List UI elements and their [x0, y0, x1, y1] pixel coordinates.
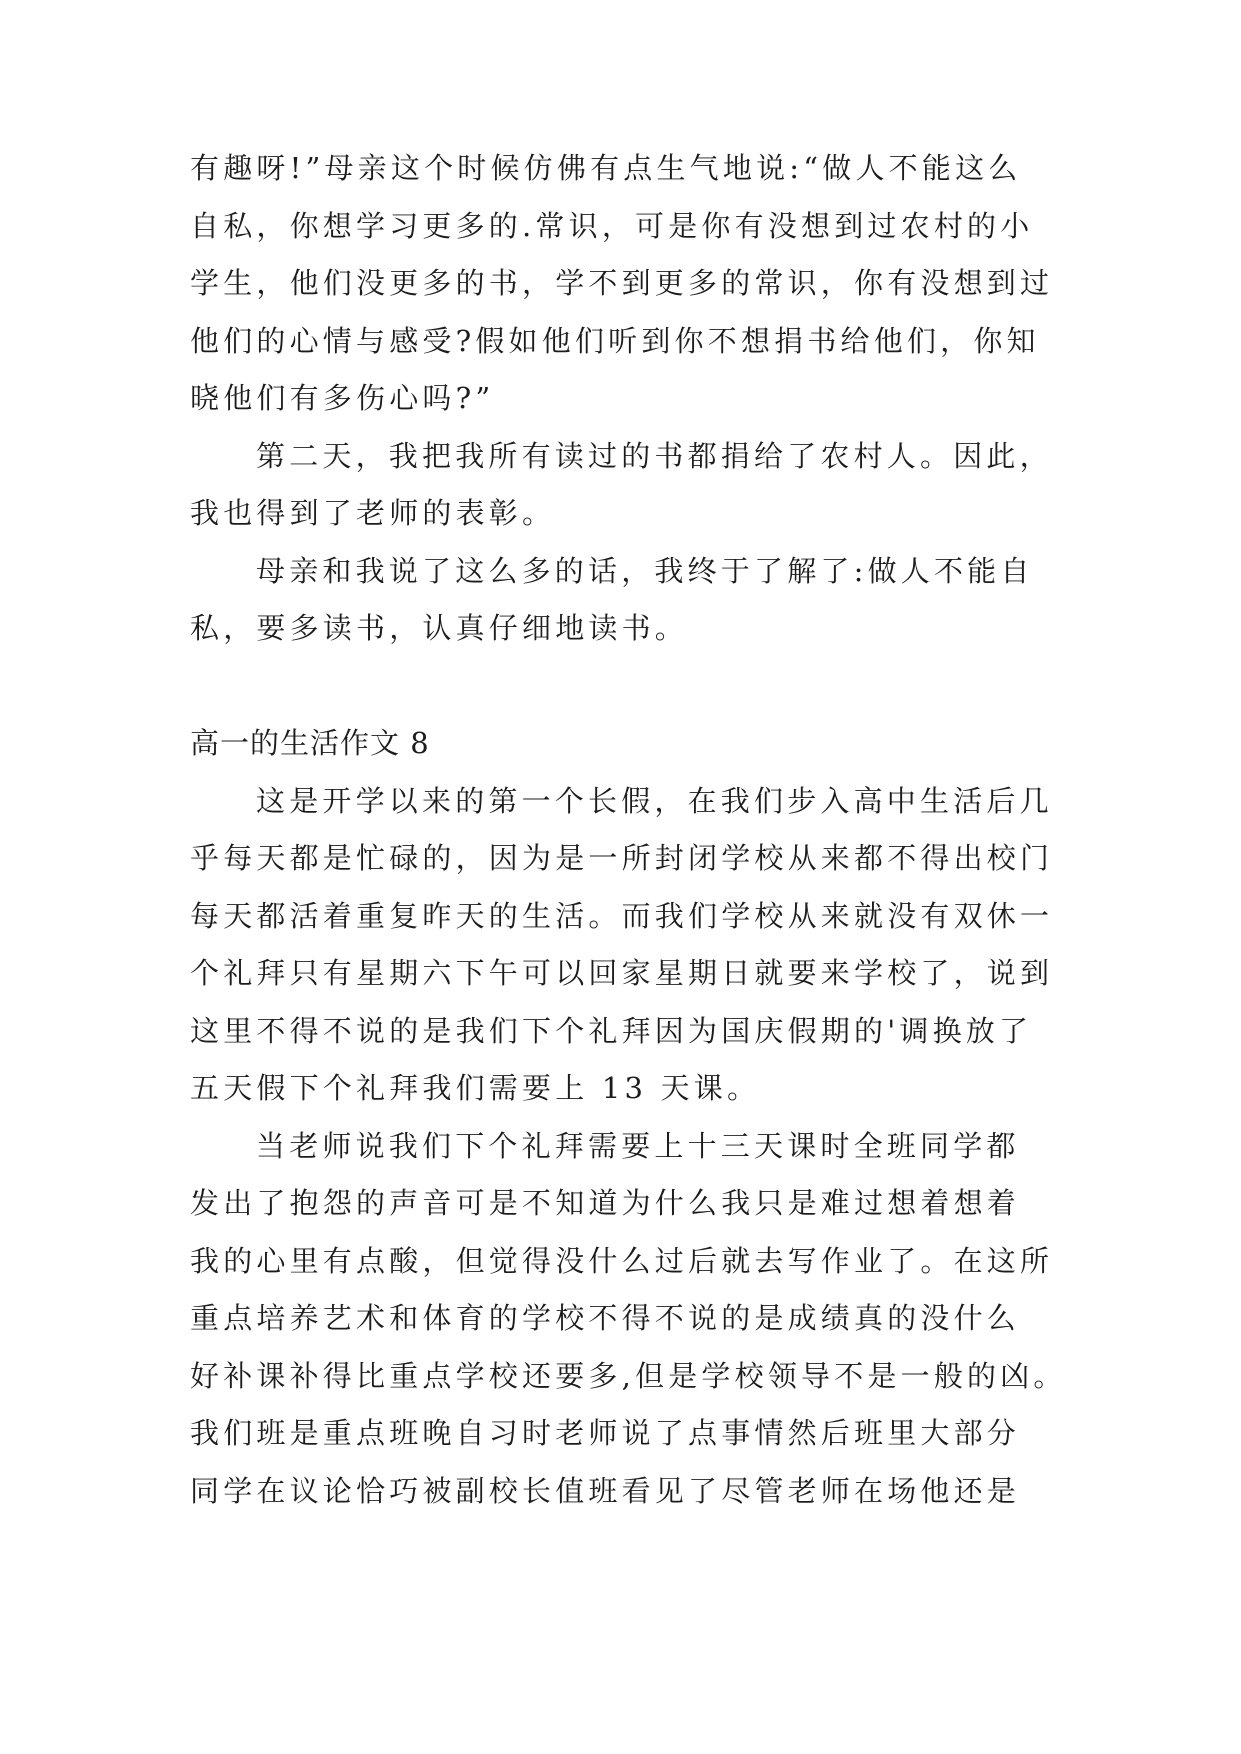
paragraph-line: 有趣呀!”母亲这个时候仿佛有点生气地说:“做人不能这么 — [190, 151, 1022, 185]
paragraph-line: 第二天，我把我所有读过的书都捐给了农村人。因此， — [256, 439, 1053, 473]
paragraph-line: 这里不得不说的是我们下个礼拜因为国庆假期的'调换放了 — [190, 1014, 1033, 1048]
paragraph-line: 发出了抱怨的声音可是不知道为什么我只是难过想着想着 — [190, 1186, 1021, 1220]
paragraph-line: 母亲和我说了这么多的话，我终于了解了:做人不能自 — [256, 554, 1034, 588]
paragraph-line: 自私，你想学习更多的.常识，可是你有没想到过农村的小 — [190, 209, 1034, 243]
paragraph-line: 乎每天都是忙碌的，因为是一所封闭学校从来都不得出校门 — [190, 841, 1054, 875]
paragraph-line: 好补课补得比重点学校还要多,但是学校领导不是一般的凶。 — [190, 1359, 1067, 1393]
paragraph-line: 我也得到了老师的表彰。 — [190, 496, 556, 530]
paragraph-line: 私，要多读书，认真仔细地读书。 — [190, 611, 689, 645]
paragraph-line: 重点培养艺术和体育的学校不得不说的是成绩真的没什么 — [190, 1301, 1021, 1335]
paragraph-line: 同学在议论恰巧被副校长值班看见了尽管老师在场他还是 — [190, 1474, 1021, 1508]
section-title: 高一的生活作文 8 — [190, 726, 430, 760]
paragraph-line: 个礼拜只有星期六下午可以回家星期日就要来学校了，说到 — [190, 956, 1054, 990]
paragraph-line: 晓他们有多伤心吗?” — [190, 381, 495, 415]
paragraph-line: 当老师说我们下个礼拜需要上十三天课时全班同学都 — [256, 1129, 1020, 1163]
paragraph-line: 学生，他们没更多的书，学不到更多的常识，你有没想到过 — [190, 266, 1054, 300]
paragraph-line: 这是开学以来的第一个长假，在我们步入高中生活后几 — [256, 784, 1053, 818]
paragraph-line: 我们班是重点班晚自习时老师说了点事情然后班里大部分 — [190, 1416, 1021, 1450]
paragraph-line: 每天都活着重复昨天的生活。而我们学校从来就没有双休一 — [190, 899, 1054, 933]
paragraph-line: 五天假下个礼拜我们需要上 13 天课。 — [190, 1071, 761, 1105]
paragraph-line: 我的心里有点酸，但觉得没什么过后就去写作业了。在这所 — [190, 1244, 1054, 1278]
paragraph-line: 他们的心情与感受?假如他们听到你不想捐书给他们，你知 — [190, 324, 1040, 358]
